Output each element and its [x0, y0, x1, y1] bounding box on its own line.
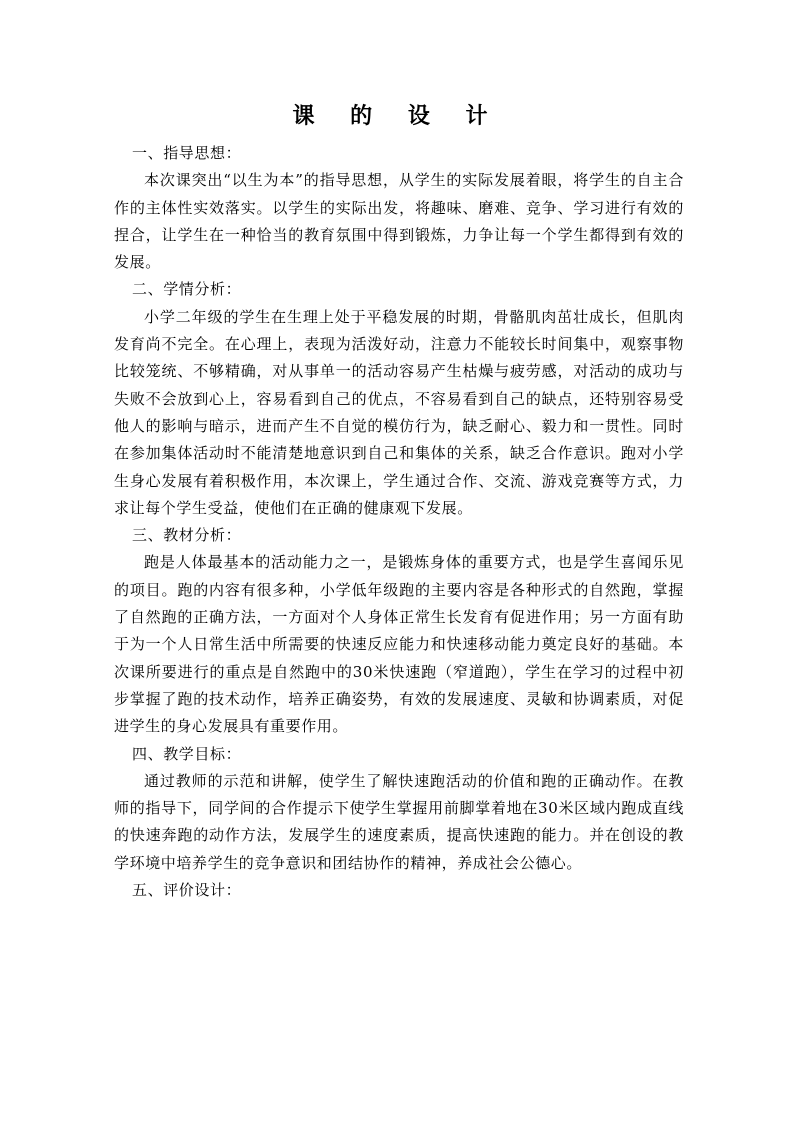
section-body-guiding-ideology: 本次课突出“以生为本”的指导思想，从学生的实际发展着眼，将学生的自主合作的主体性实效落实。以学生的实际出发，将趣味、磨难、竞争、学习进行有效的捏合，让学生在一种恰当的教育氛围中得到锻炼，力争让每一个学生都得到有效的发展。 — [114, 171, 684, 272]
section-heading-material-analysis: 三、教材分析： — [132, 526, 242, 545]
section-body-student-analysis: 小学二年级的学生在生理上处于平稳发展的时期，骨骼肌肉茁壮成长，但肌肉发育尚不完全。在心理上，表现为活泼好动，注意力不能较长时间集中，观察事物比较笼统、不够精确，对从事单一的活动容易产生枯燥与疲劳感，对活动的成功与失败不会放到心上，容易看到自己的优点，不容易看到自己的缺点，还特别容易受他人的影响与暗示，进而产生不自觉的模仿行为，缺乏耐心、毅力和一贯性。同时在参加集体活动时不能清楚地意识到自己和集体的关系，缺乏合作意识。跑对小学生身心发展有着积极作用，本次课上，学生通过合作、交流、游戏竞赛等方式，力求让每个学生受益，使他们在正确的健康观下发展。 — [114, 307, 684, 517]
section-heading-student-analysis: 二、学情分析： — [132, 280, 242, 299]
section-heading-guiding-ideology: 一、指导思想： — [132, 144, 242, 162]
section-body-teaching-objectives: 通过教师的示范和讲解，使学生了解快速跑活动的价值和跑的正确动作。在教师的指导下，同学间的合作提示下使学生掌握用前脚掌着地在30米区域内跑成直线的快速奔跑的动作方法，发展学生的速度素质，提高快速跑的能力。并在创设的教学环境中培养学生的竞争意识和团结协作的精神，养成社会公德心。 — [114, 771, 684, 872]
section-heading-teaching-objectives: 四、教学目标： — [132, 744, 242, 763]
section-body-material-analysis: 跑是人体最基本的活动能力之一，是锻炼身体的重要方式，也是学生喜闻乐见的项目。跑的内容有很多种，小学低年级跑的主要内容是各种形式的自然跑，掌握了自然跑的正确方法，一方面对个人身体正常生长发育有促进作用；另一方面有助于为一个人日常生活中所需要的快速反应能力和快速移动能力奠定良好的基础。本次课所要进行的重点是自然跑中的30米快速跑（窄道跑），学生在学习的过程中初步掌握了跑的技术动作，培养正确姿势，有效的发展速度、灵敏和协调素质，对促进学生的身心发展具有重要作用。 — [114, 553, 684, 736]
section-heading-evaluation-design: 五、评价设计： — [132, 881, 242, 900]
document-body — [114, 140, 684, 904]
document-title: 课 的 设 计 — [292, 103, 502, 129]
